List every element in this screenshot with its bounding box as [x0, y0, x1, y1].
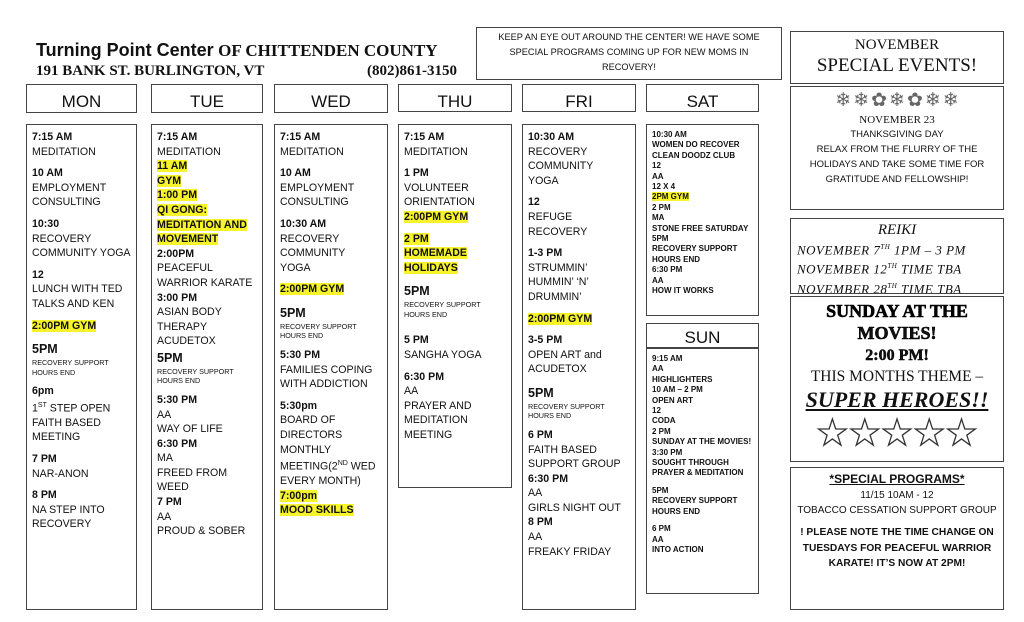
tue-event: FREED FROM	[157, 466, 228, 479]
tue-event: AA	[157, 510, 172, 523]
wed-event: BOARD OF	[280, 414, 336, 427]
column-sat	[646, 124, 759, 316]
tue-event: PROUD & SOBER	[157, 525, 246, 538]
tue-event: WAY OF LIFE	[157, 423, 223, 436]
movies-time: 2:00 PM!	[865, 347, 929, 364]
fri-time: 6 PM	[528, 428, 553, 441]
thu-time: 7:15 AM	[404, 131, 445, 143]
reiki-title: REIKI	[877, 222, 917, 238]
sun-event: HIGHLIGHTERS	[652, 374, 713, 384]
programs-title: *SPECIAL PROGRAMS*	[829, 472, 965, 486]
thanksgiving-desc: RELAX FROM THE FLURRY OF THE HOLIDAYS AND TAKE SOME TIME FOR GRATITUDE AND FELLOWSHIP!	[809, 144, 985, 185]
fri-event: RECOVERY SUPPORT HOURS END	[528, 401, 605, 421]
thu-event: ORIENTATION	[404, 196, 475, 209]
mon-event: NA STEP INTO RECOVERY	[32, 503, 105, 531]
snowflake-icon: ❄	[853, 90, 870, 111]
thanksgiving-box	[790, 86, 1004, 210]
wed-event: DIRECTORS	[280, 428, 343, 441]
thanksgiving-date: NOVEMBER 23	[859, 114, 935, 126]
snowflake-icon: ❄	[889, 90, 905, 111]
sun-event: OPEN ART	[652, 395, 694, 405]
wed-event: COMMUNITY	[280, 247, 346, 260]
tue-event-highlight: GYM	[157, 174, 182, 187]
thu-event: RECOVERY SUPPORT HOURS END	[404, 300, 481, 319]
fri-event: COMMUNITY	[528, 160, 594, 173]
sat-time: 10:30 AM	[652, 130, 687, 139]
notice-box	[476, 27, 782, 80]
wed-event: CONSULTING	[280, 196, 349, 209]
tue-time: 6:30 PM	[157, 437, 198, 450]
tue-event: ASIAN BODY	[157, 306, 222, 319]
org-phone: (802)861-3150	[367, 63, 457, 79]
fri-gym-highlight: 2:00PM GYM	[528, 312, 593, 325]
star-icon: ★	[945, 412, 978, 453]
column-fri	[522, 124, 636, 610]
fri-event: REFUGE RECOVERY	[528, 210, 588, 238]
day-header-thu: THU	[398, 84, 512, 112]
wed-event: MONTHLY	[280, 443, 332, 456]
tue-event: MEDITATION	[157, 145, 221, 158]
star-icon: ★	[848, 412, 881, 453]
wed-gym-highlight: 2:00PM GYM	[280, 283, 345, 296]
movies-heroes: SUPER HEROES!!	[805, 387, 989, 412]
sun-time: 12	[652, 406, 661, 416]
sun-event: SUNDAY AT THE MOVIES!	[652, 437, 752, 447]
thu-event: VOLUNTEER	[404, 181, 469, 194]
day-header-tue: TUE	[151, 84, 263, 113]
tue-event-highlight: QI GONG:	[157, 203, 208, 216]
programs-note: ! PLEASE NOTE THE TIME CHANGE ON TUESDAYS FOR PEACEFUL WARRIOR KARATE! IT’S NOW AT 2PM!	[800, 527, 994, 569]
wed-time: 5PM	[280, 305, 306, 320]
sat-time: 6:30 PM	[652, 265, 683, 275]
tue-time: 5:30 PM	[157, 393, 198, 406]
thu-event-highlight: HOLIDAYS	[404, 261, 458, 274]
tue-time-highlight: 1:00 PM	[157, 189, 198, 202]
wed-event: EVERY MONTH)	[280, 475, 361, 488]
mon-time: 7:15 AM	[32, 131, 73, 143]
stars-row	[791, 412, 1003, 453]
wed-time: 7:15 AM	[280, 131, 321, 143]
movies-box	[790, 296, 1004, 462]
thu-event: PRAYER AND	[404, 399, 472, 412]
tue-time: 2:00PM	[157, 247, 195, 260]
column-tue	[151, 124, 263, 610]
fri-event: HUMMIN’ ‘N’	[528, 276, 589, 289]
wed-event-highlight: MOOD SKILLS	[280, 504, 354, 517]
sat-event: STONE FREE SATURDAY	[652, 223, 749, 233]
tue-event: WEED	[157, 481, 189, 494]
mon-event: MEDITATION	[32, 145, 96, 158]
fri-event: ACUDETOX	[528, 363, 587, 376]
fri-event: FAITH BASED	[528, 443, 597, 456]
tue-event: PEACEFUL	[157, 262, 213, 275]
wed-time: 10:30 AM	[280, 217, 327, 230]
org-title	[36, 40, 438, 61]
wed-time-highlight: 7:00pm	[280, 489, 318, 502]
fri-time: 8 PM	[528, 516, 553, 529]
pumpkin-icon: ✿	[906, 90, 923, 111]
sun-event: INTO ACTION	[652, 544, 704, 554]
fri-event: YOGA	[528, 174, 559, 187]
wed-event: RECOVERY	[280, 232, 340, 245]
sat-event: WOMEN DO RECOVER	[652, 140, 740, 150]
mon-time: 12	[32, 268, 44, 281]
fri-event: OPEN ART and	[528, 348, 602, 361]
thu-event: SANGHA YOGA	[404, 348, 482, 361]
fri-event: AA	[528, 487, 543, 500]
sat-time: 5PM	[652, 234, 669, 244]
tue-event: ACUDETOX	[157, 335, 216, 348]
sat-event: HOW IT WORKS	[652, 286, 714, 296]
day-header-fri: FRI	[522, 84, 636, 112]
thu-time: 5PM	[404, 284, 430, 299]
thu-event: MEETING	[404, 428, 453, 441]
thu-event: MEDITATION	[404, 145, 468, 158]
tue-time-highlight: 11 AM	[157, 160, 188, 173]
fri-time: 12	[528, 196, 540, 209]
notice-text: KEEP AN EYE OUT AROUND THE CENTER! WE HAVE SOME SPECIAL PROGRAMS COMING UP FOR NEW MOMS IN RECOVERY!	[498, 32, 760, 72]
thu-event: AA	[404, 385, 419, 398]
fri-time: 3-5 PM	[528, 334, 563, 347]
wed-time: 10 AM	[280, 167, 311, 180]
wed-event: MEETING(2ND WED	[280, 460, 376, 473]
reiki-box	[790, 218, 1004, 294]
thu-time-highlight: 2 PM	[404, 232, 429, 245]
thu-event: MEDITATION	[404, 414, 468, 427]
column-mon	[26, 124, 137, 610]
programs-when: 11/15 10AM - 12	[860, 490, 934, 501]
mon-time: 8 PM	[32, 489, 57, 502]
thu-time: 6:30 PM	[404, 370, 445, 383]
sun-time: 10 AM – 2 PM	[652, 385, 703, 395]
wed-event: EMPLOYMENT	[280, 181, 355, 194]
star-icon: ★	[913, 412, 946, 453]
fri-event: RECOVERY	[528, 145, 588, 158]
sun-event: RECOVERY SUPPORT	[652, 496, 738, 506]
tue-time: 3:00 PM	[157, 291, 198, 304]
fri-time: 10:30 AM	[528, 131, 575, 143]
sat-event: MA	[652, 213, 665, 223]
movies-line2: MOVIES!	[857, 323, 937, 343]
tue-event: MA	[157, 452, 173, 465]
day-header-sat: SAT	[646, 84, 759, 112]
tue-event: WARRIOR KARATE	[157, 276, 253, 289]
wed-event: FAMILIES COPING	[280, 363, 373, 376]
star-icon: ★	[816, 412, 849, 453]
fri-event: STRUMMIN’	[528, 261, 588, 274]
thu-time: 5 PM	[404, 334, 429, 347]
day-header-mon: MON	[26, 84, 137, 113]
mon-gym-highlight: 2:00PM GYM	[32, 319, 97, 332]
events-title: SPECIAL EVENTS!	[816, 55, 978, 76]
snowflake-icon: ❄	[942, 90, 959, 111]
fri-time: 6:30 PM	[528, 472, 569, 485]
sun-time: 5PM	[652, 485, 669, 495]
sun-time: 3:30 PM	[652, 447, 683, 457]
sun-time: 6 PM	[652, 524, 671, 534]
tue-event-highlight: MEDITATION AND	[157, 218, 247, 231]
org-sub: OF CHITTENDEN COUNTY	[218, 41, 438, 60]
sun-event: SOUGHT THROUGH	[652, 458, 729, 468]
mon-event: NAR-ANON	[32, 467, 89, 480]
events-title-month: NOVEMBER	[854, 37, 940, 53]
tue-event-highlight: MOVEMENT	[157, 233, 219, 246]
wed-event: YOGA	[280, 261, 311, 274]
sun-event: AA	[652, 364, 664, 374]
sat-time: 12	[652, 161, 661, 171]
sat-event: AA	[652, 275, 664, 285]
column-thu	[398, 124, 512, 488]
fri-time: 1-3 PM	[528, 247, 563, 260]
sat-event: AA	[652, 171, 664, 181]
mon-time: 5PM	[32, 342, 58, 357]
fri-event: FREAKY FRIDAY	[528, 545, 612, 558]
events-title-box	[790, 31, 1004, 84]
star-icon: ★	[880, 412, 914, 453]
mon-event: 1ST STEP OPEN FAITH BASED MEETING	[32, 401, 111, 444]
fri-time: 5PM	[528, 385, 554, 400]
movies-line1: SUNDAY AT THE	[826, 301, 968, 321]
reiki-session: NOVEMBER 7TH 1PM – 3 PM	[797, 242, 966, 258]
decoration-row	[795, 89, 999, 113]
sat-event: RECOVERY SUPPORT HOURS END	[652, 244, 738, 264]
reiki-session: NOVEMBER 12TH TIME TBA	[797, 261, 962, 277]
sun-event: HOURS END	[652, 506, 701, 516]
tue-event: RECOVERY SUPPORT HOURS END	[157, 366, 234, 386]
column-wed	[274, 124, 388, 610]
wed-event: MEDITATION	[280, 145, 344, 158]
movies-theme: THIS MONTHS THEME –	[810, 368, 984, 385]
org-address: 191 BANK ST. BURLINGTON, VT	[36, 63, 265, 79]
org-main: Turning Point Center	[36, 40, 214, 60]
fri-event: GIRLS NIGHT OUT	[528, 501, 621, 514]
wed-event: WITH ADDICTION	[280, 378, 368, 391]
mon-time: 7 PM	[32, 453, 57, 466]
tue-event: THERAPY	[157, 320, 208, 333]
mon-event: RECOVERY COMMUNITY YOGA	[32, 232, 131, 260]
fri-event: SUPPORT GROUP	[528, 458, 621, 471]
mon-time: 10 AM	[32, 167, 63, 180]
tue-time: 5PM	[157, 350, 183, 365]
tue-time: 7 PM	[157, 496, 182, 509]
mon-time: 6pm	[32, 385, 54, 398]
mon-event: LUNCH WITH TED TALKS AND KEN	[32, 283, 123, 310]
fri-event: DRUMMIN’	[528, 290, 582, 303]
wed-time: 5:30pm	[280, 399, 318, 412]
sat-event: 12 X 4	[652, 182, 676, 192]
tue-event: AA	[157, 408, 172, 421]
snowflake-icon: ❄	[924, 90, 941, 111]
sat-gym-highlight: 2PM GYM	[652, 192, 689, 202]
mon-time: 10:30	[32, 217, 60, 230]
sat-event: CLEAN DOODZ CLUB	[652, 150, 736, 160]
pumpkin-icon: ✿	[871, 90, 888, 111]
sun-event: AA	[652, 534, 664, 544]
sun-time: 2 PM	[652, 426, 671, 436]
programs-what: TOBACCO CESSATION SUPPORT GROUP	[797, 505, 997, 516]
sun-event: CODA	[652, 416, 676, 426]
sat-time: 2 PM	[652, 202, 671, 212]
sun-event: PRAYER & MEDITATION	[652, 468, 744, 478]
sun-time: 9:15 AM	[652, 354, 683, 363]
fri-event: AA	[528, 531, 543, 544]
thanksgiving-holiday: THANKSGIVING DAY	[850, 129, 944, 140]
programs-box	[790, 467, 1004, 610]
wed-time: 5:30 PM	[280, 348, 321, 361]
mon-event: EMPLOYMENT CONSULTING	[32, 181, 106, 209]
thu-gym-highlight: 2:00PM GYM	[404, 210, 469, 223]
thu-time: 1 PM	[404, 167, 429, 180]
tue-time: 7:15 AM	[157, 131, 198, 143]
snowflake-icon: ❄	[835, 90, 852, 111]
column-sun	[646, 348, 759, 594]
day-header-wed: WED	[274, 84, 388, 113]
day-header-sun: SUN	[646, 323, 759, 348]
reiki-session: NOVEMBER 28TH TIME TBA	[797, 280, 962, 294]
mon-event: RECOVERY SUPPORT HOURS END	[32, 358, 109, 377]
wed-event: RECOVERY SUPPORT HOURS END	[280, 321, 357, 341]
thu-event-highlight: HOMEMADE	[404, 247, 467, 260]
